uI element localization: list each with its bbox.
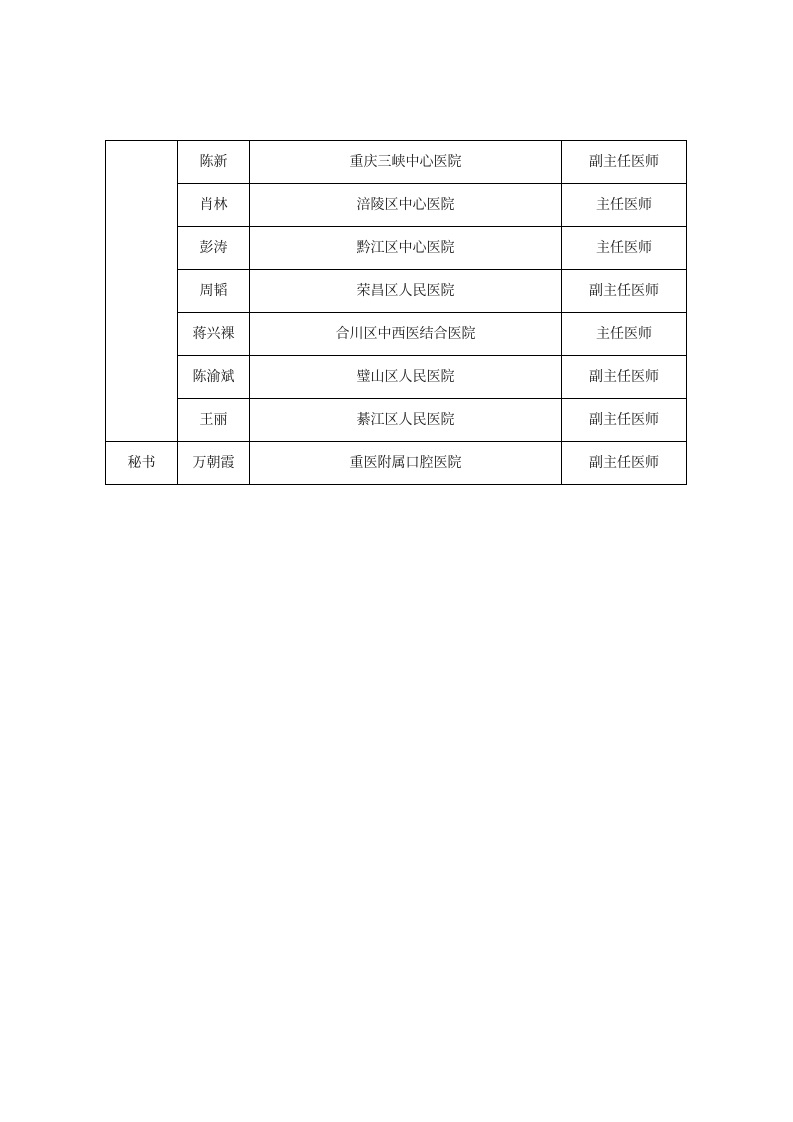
member-name: 周韬 (178, 270, 250, 313)
member-name: 蒋兴裸 (178, 313, 250, 356)
table-row (106, 227, 687, 270)
table-row-secretary (106, 442, 687, 485)
member-hospital: 璧山区人民医院 (250, 356, 562, 399)
member-name: 陈渝斌 (178, 356, 250, 399)
member-hospital: 涪陵区中心医院 (250, 184, 562, 227)
table-row (106, 399, 687, 442)
member-table (105, 140, 687, 485)
member-name: 彭涛 (178, 227, 250, 270)
member-hospital: 黔江区中心医院 (250, 227, 562, 270)
member-title: 副主任医师 (562, 141, 687, 184)
secretary-title: 副主任医师 (562, 442, 687, 485)
member-hospital: 合川区中西医结合医院 (250, 313, 562, 356)
secretary-name: 万朝霞 (178, 442, 250, 485)
table-row (106, 141, 687, 184)
member-title: 主任医师 (562, 313, 687, 356)
table-row (106, 356, 687, 399)
member-name: 王丽 (178, 399, 250, 442)
member-title: 主任医师 (562, 227, 687, 270)
role-cell-merged (106, 141, 178, 442)
secretary-hospital: 重医附属口腔医院 (250, 442, 562, 485)
member-hospital: 重庆三峡中心医院 (250, 141, 562, 184)
member-title: 副主任医师 (562, 356, 687, 399)
member-title: 主任医师 (562, 184, 687, 227)
secretary-role: 秘书 (106, 442, 178, 485)
table-row (106, 184, 687, 227)
member-name: 陈新 (178, 141, 250, 184)
member-hospital: 荣昌区人民医院 (250, 270, 562, 313)
table-row (106, 313, 687, 356)
member-title: 副主任医师 (562, 399, 687, 442)
member-title: 副主任医师 (562, 270, 687, 313)
table-row (106, 270, 687, 313)
member-name: 肖林 (178, 184, 250, 227)
member-hospital: 綦江区人民医院 (250, 399, 562, 442)
